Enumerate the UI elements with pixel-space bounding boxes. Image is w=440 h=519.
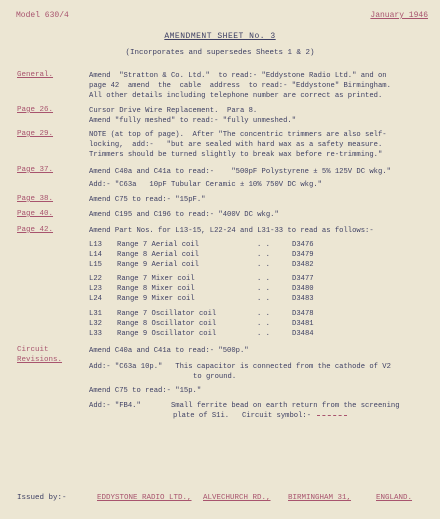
coil-part-number: D3476 <box>292 241 314 249</box>
coil-number: L22 <box>89 275 102 283</box>
coil-part-number: D3484 <box>292 330 314 338</box>
circuit-line-2b: to ground. <box>193 373 237 381</box>
footer-city: BIRMINGHAM 31, <box>288 494 352 502</box>
ferrite-bead-symbol <box>317 415 347 416</box>
coil-number: L24 <box>89 295 102 303</box>
coil-number: L14 <box>89 251 102 259</box>
section-label-circuit: Circuit <box>17 346 49 354</box>
footer-street: ALVECHURCH RD., <box>203 494 271 502</box>
issued-by-label: Issued by:- <box>17 494 67 502</box>
section-text-page26: Cursor Drive Wire Replacement. Para 8. Amend "fully meshed" to read:- "fully unmeshed." <box>89 107 297 126</box>
coil-part-number: D3477 <box>292 275 314 283</box>
circuit-line-4a: Add:- "FB4." Small ferrite bead on earth return from the screening <box>89 402 400 410</box>
circuit-line-3: Amend C75 to read:- "15p." <box>89 387 202 395</box>
coil-leader-dots: . . <box>257 320 270 328</box>
coil-leader-dots: . . <box>257 295 270 303</box>
coil-leader-dots: . . <box>257 330 270 338</box>
coil-part-number: D3481 <box>292 320 314 328</box>
coil-number: L32 <box>89 320 102 328</box>
coil-number: L23 <box>89 285 102 293</box>
section-label-page29: Page 29. <box>17 130 54 138</box>
coil-part-number: D3478 <box>292 310 314 318</box>
section-label-revisions: Revisions. <box>17 356 63 364</box>
circuit-line-4b: plate of S1i. Circuit symbol:- <box>173 411 347 421</box>
section-label-general: General. <box>17 71 54 79</box>
footer-country: ENGLAND. <box>376 494 413 502</box>
section-text-page29: NOTE (at top of page). After "The concentric trimmers are also self- locking, add:- "but are sealed with hard wax as a safety measure. Trimmers should be turned slightly to break wax before re-trimming." <box>89 131 387 160</box>
coil-number: L31 <box>89 310 102 318</box>
section-label-page42: Page 42. <box>17 226 54 234</box>
coil-description: Range 9 Oscillator coil <box>117 330 217 338</box>
section-label-page26: Page 26. <box>17 106 54 114</box>
coil-leader-dots: . . <box>257 285 270 293</box>
coil-leader-dots: . . <box>257 275 270 283</box>
coil-part-number: D3480 <box>292 285 314 293</box>
coil-leader-dots: . . <box>257 241 270 249</box>
coil-part-number: D3482 <box>292 261 314 269</box>
section-label-page37: Page 37. <box>17 166 54 174</box>
section-text-general: Amend "Stratton & Co. Ltd." to read:- "Eddystone Radio Ltd." and on page 42 amend the cable address to read:- "Eddystone" Birmingham. All other details including telephone number are correct as printed. <box>89 72 391 101</box>
coil-description: Range 7 Aerial coil <box>117 241 199 249</box>
coil-number: L33 <box>89 330 102 338</box>
coil-description: Range 8 Aerial coil <box>117 251 199 259</box>
document-title: AMENDMENT SHEET No. 3 <box>164 32 276 41</box>
coil-leader-dots: . . <box>257 310 270 318</box>
coil-leader-dots: . . <box>257 261 270 269</box>
coil-description: Range 8 Mixer coil <box>117 285 195 293</box>
section-label-page38: Page 38. <box>17 195 54 203</box>
coil-description: Range 8 Oscillator coil <box>117 320 217 328</box>
footer-company: EDDYSTONE RADIO LTD., <box>97 494 192 502</box>
coil-part-number: D3479 <box>292 251 314 259</box>
model-reference: Model 630/4 <box>16 11 69 20</box>
issue-date: January 1946 <box>370 11 428 20</box>
section-label-page40: Page 40. <box>17 210 54 218</box>
coil-description: Range 7 Mixer coil <box>117 275 195 283</box>
coil-leader-dots: . . <box>257 251 270 259</box>
coil-part-number: D3483 <box>292 295 314 303</box>
section-text-page38: Amend C75 to read:- "15pF." <box>89 196 206 204</box>
circuit-line-2a: Add:- "C63a 10p." This capacitor is connected from the cathode of V2 <box>89 363 391 371</box>
coil-description: Range 7 Oscillator coil <box>117 310 217 318</box>
coil-number: L13 <box>89 241 102 249</box>
section-text-page42: Amend Part Nos. for L13-15, L22-24 and L31-33 to read as follows:- <box>89 227 374 235</box>
coil-description: Range 9 Mixer coil <box>117 295 195 303</box>
section-text-page40: Amend C195 and C196 to read:- "400V DC wkg." <box>89 211 279 219</box>
document-subtitle: (Incorporates and supersedes Sheets 1 & 2) <box>125 49 315 57</box>
section-text-page37: Amend C40a and C41a to read:- "500pF Polystyrene ± 5% 125V DC wkg." Add:- "C63a 10pF Tubular Ceramic ± 10% 750V DC wkg." <box>89 168 391 189</box>
coil-number: L15 <box>89 261 102 269</box>
circuit-line-1: Amend C40a and C41a to read:- "500p." <box>89 347 249 355</box>
coil-description: Range 9 Aerial coil <box>117 261 199 269</box>
